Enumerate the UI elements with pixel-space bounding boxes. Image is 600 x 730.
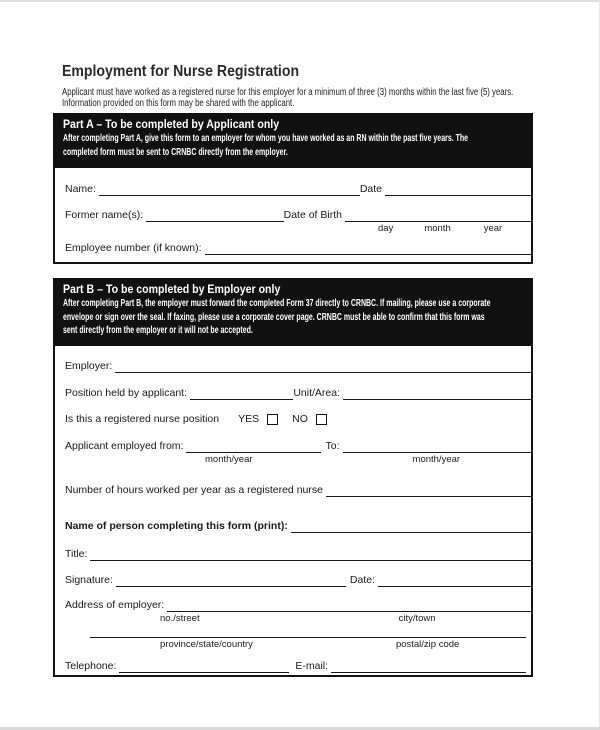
- part-a-heading: Part A – To be completed by Applicant only: [63, 119, 280, 131]
- rn-position-question: Is this a registered nurse position: [65, 413, 220, 425]
- hours-label: Number of hours worked per year as a registered nurse: [65, 484, 323, 496]
- former-names-label: Former name(s):: [65, 209, 144, 221]
- address-row: [65, 599, 531, 612]
- rn-position-row: [65, 413, 531, 426]
- part-a-header: [53, 113, 533, 168]
- employer-field[interactable]: [115, 361, 531, 373]
- print-name-row: [65, 520, 531, 533]
- signature-date-field[interactable]: [378, 575, 531, 587]
- intro-line-1: Applicant must have worked as a registered nurse for this employer for a minimum of three (3) months within the last five (5) years.: [62, 87, 514, 98]
- page-title-text: Employment for Nurse Registration: [62, 63, 300, 80]
- former-names-row: [65, 209, 531, 222]
- email-field[interactable]: [331, 661, 526, 673]
- employer-row: [65, 360, 531, 373]
- address-row-2: [65, 630, 531, 638]
- telephone-field[interactable]: [119, 661, 289, 673]
- signature-field[interactable]: [116, 575, 346, 587]
- unit-area-field[interactable]: [343, 388, 531, 400]
- title-label: Title:: [65, 548, 88, 560]
- date-of-birth-label: Date of Birth: [283, 209, 342, 221]
- address-line2-sublabels: [65, 639, 531, 650]
- employed-from-label: Applicant employed from:: [65, 440, 184, 452]
- employment-dates-row: [65, 440, 531, 453]
- intro-line-2: Information provided on this form may be shared with the applicant.: [62, 98, 295, 109]
- name-row: [65, 183, 531, 196]
- name-label: Name:: [65, 183, 96, 195]
- employee-number-field[interactable]: [205, 243, 531, 255]
- email-label: E-mail:: [295, 660, 329, 672]
- title-field[interactable]: [90, 549, 531, 561]
- yes-checkbox[interactable]: [267, 414, 278, 425]
- position-field[interactable]: [190, 388, 293, 400]
- date-label: Date: [359, 183, 382, 195]
- employer-label: Employer:: [65, 360, 113, 372]
- part-b-fields: [53, 346, 533, 677]
- telephone-row: [65, 660, 531, 673]
- print-name-label: Name of person completing this form (print):: [65, 520, 288, 532]
- employed-to-label: To:: [325, 440, 340, 452]
- to-month-year-sublabel: month/year: [412, 454, 461, 465]
- part-b-heading: Part B – To be completed by Employer only: [63, 284, 281, 296]
- address-line1-sublabels: [65, 613, 531, 624]
- city-sublabel: city/town: [398, 613, 436, 624]
- part-a-instructions-line-1: After completing Part A, give this form to an employer for whom you have worked as an RN within the past five years. The: [63, 133, 469, 144]
- postal-sublabel: postal/zip code: [395, 639, 460, 650]
- address-line1-field[interactable]: [167, 600, 531, 612]
- signature-row: [65, 574, 531, 587]
- telephone-label: Telephone:: [65, 660, 117, 672]
- street-sublabel: no./street: [160, 613, 200, 624]
- from-month-year-sublabel: month/year: [205, 454, 253, 465]
- employed-to-field[interactable]: [343, 441, 532, 453]
- employed-from-field[interactable]: [186, 441, 321, 453]
- part-b-instructions-line-1: After completing Part B, the employer must forward the completed Form 37 directly to CRNBC. If mailing, please use a corporate: [63, 298, 491, 309]
- form-content: [53, 0, 533, 677]
- intro-paragraph: [62, 87, 533, 109]
- part-b-instructions-line-3: sent directly from the employer or it will not be accepted.: [63, 325, 253, 336]
- dob-year-sublabel: year: [483, 223, 503, 234]
- part-b-instructions-line-2: envelope or sign over the seal. If faxing, please use a corporate cover page. CRNBC must be able to confirm that this form was: [63, 311, 485, 323]
- province-sublabel: province/state/country: [160, 639, 253, 650]
- dob-sublabels: [65, 223, 531, 234]
- month-year-sublabels: [65, 454, 531, 465]
- part-a-section: [53, 113, 533, 264]
- part-b-header: [53, 278, 533, 346]
- no-checkbox[interactable]: [316, 414, 327, 425]
- date-field[interactable]: [385, 184, 531, 196]
- title-row: [65, 548, 531, 561]
- dob-day-sublabel: day: [378, 223, 394, 234]
- no-label: NO: [292, 413, 308, 425]
- signature-date-label: Date:: [349, 574, 375, 586]
- unit-area-label: Unit/Area:: [293, 387, 340, 399]
- print-name-field[interactable]: [291, 521, 531, 533]
- former-names-field[interactable]: [146, 210, 283, 222]
- address-line2-field[interactable]: [90, 630, 526, 638]
- dob-month-sublabel: month: [424, 223, 451, 234]
- employee-number-label: Employee number (if known):: [65, 242, 202, 254]
- yes-label: YES: [238, 413, 260, 425]
- hours-field[interactable]: [326, 485, 531, 497]
- name-field[interactable]: [99, 184, 360, 196]
- position-row: [65, 387, 531, 400]
- signature-label: Signature:: [65, 574, 113, 586]
- employee-number-row: [65, 242, 531, 255]
- part-b-section: [53, 278, 533, 677]
- part-a-instructions-line-2: completed form must be sent to CRNBC directly from the employer.: [63, 146, 288, 158]
- hours-row: [65, 484, 531, 497]
- page-title: [62, 62, 533, 81]
- part-a-fields: [53, 168, 533, 264]
- date-of-birth-field[interactable]: [345, 210, 531, 222]
- position-label: Position held by applicant:: [65, 387, 187, 399]
- address-label: Address of employer:: [65, 599, 165, 611]
